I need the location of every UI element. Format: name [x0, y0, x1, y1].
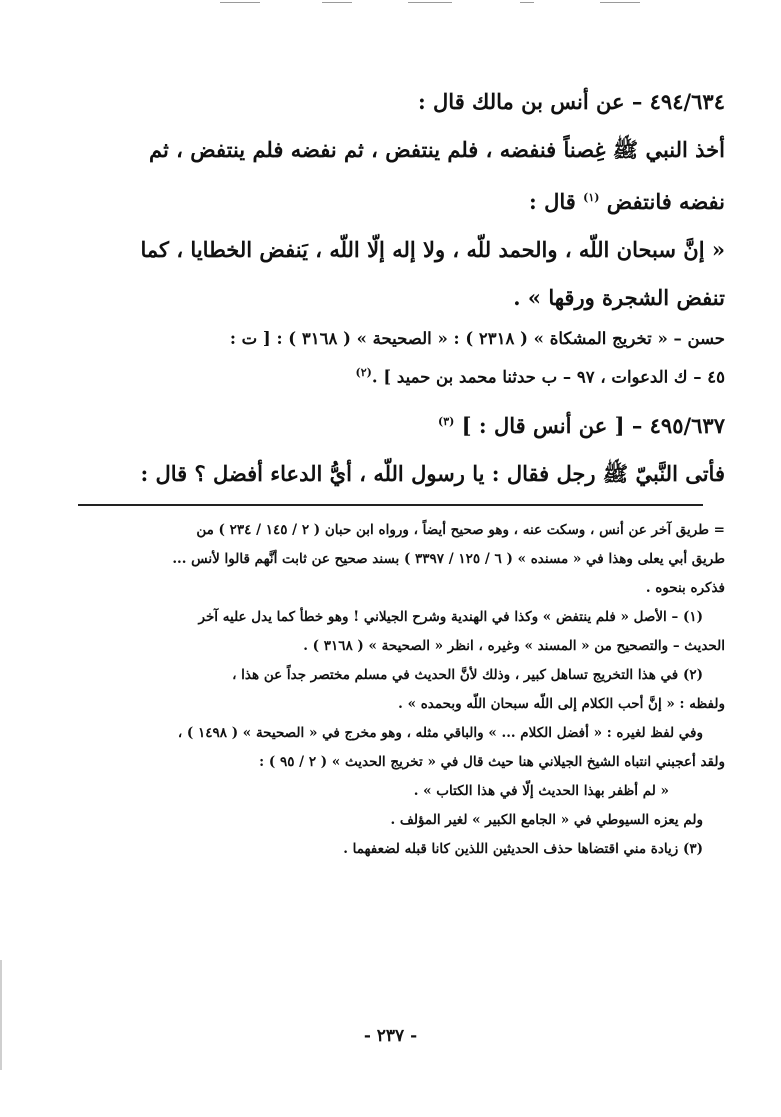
footnote-2-line-4: ولقد أعجبني انتباه الشيخ الجيلاني هنا حيث قال في « تخريج الحديث » ( ٢ / ٩٥ ) : — [259, 754, 725, 770]
footnote-2-line-2: ولفظه : « إنَّ أحب الكلام إلى اللّه سبحان اللّه وبحمده » . — [398, 696, 725, 712]
footnote-continuation-line-1: = طريق آخر عن أنس ، وسكت عنه ، وهو صحيح أيضاً ، ورواه ابن حبان ( ٢ / ١٤٥ / ٢٣٤ ) من — [196, 522, 725, 538]
hadith-494-text-line-4: تنفض الشجرة ورقها » . — [513, 285, 725, 310]
footnote-1-line-2: الحديث – والتصحيح من « المسند » وغيره ، انظر « الصحيحة » ( ٣١٦٨ ) . — [303, 638, 725, 654]
footnote-ref-1: (١) — [583, 191, 600, 204]
page-number: - ٢٣٧ - — [363, 1026, 418, 1046]
footnote-2-line-1: (٢) في هذا التخريج تساهل كبير ، وذلك لأنَّ الحديث في مسلم مختصر جداً عن هذا ، — [232, 667, 703, 683]
footnote-ref-3: (٣) — [438, 415, 455, 428]
hadith-494-text-line-1: أخذ النبي ﷺ غِصناً فنفضه ، فلم ينتفض ، ثم نفضه فلم ينتفض ، ثم — [149, 137, 725, 162]
footnote-2-line-6: ولم يعزه السيوطي في « الجامع الكبير » لغير المؤلف . — [390, 812, 703, 828]
footnote-continuation-line-2: طريق أبي يعلى وهذا في « مسنده » ( ٦ / ١٢٥ / ٣٣٩٧ ) بسند صحيح عن ثابت أنَّهم قالوا لأنس ... — [172, 551, 725, 567]
hadith-495-heading: ٤٩٥/٦٣٧ – [ عن أنس قال : ] $^{(٣)}$ — [438, 413, 725, 438]
hadith-494-grade-line-1: حسن – « تخريج المشكاة » ( ٢٣١٨ ) : « الصحيحة » ( ٣١٦٨ ) : [ ت : — [229, 329, 725, 348]
footnote-2-line-3: وفي لفظ لغيره : « أفضل الكلام ... » والباقي مثله ، وهو مخرج في « الصحيحة » ( ١٤٩٨ ) ، — [177, 725, 703, 741]
footnote-continuation-line-3: فذكره بنحوه . — [645, 580, 725, 596]
footnote-ref-2: (٢) — [355, 366, 372, 379]
hadith-495-text-line-1: فأتى النَّبيّ ﷺ رجل فقال : يا رسول اللّه ، أيُّ الدعاء أفضل ؟ قال : — [140, 461, 725, 486]
hadith-494-text-line-3: « إنَّ سبحان اللّه ، والحمد للّه ، ولا إله إلّا اللّه ، يَنفض الخطايا ، كما — [140, 237, 725, 262]
footnote-divider — [78, 504, 703, 506]
hadith-494-text-line-2: نفضه فانتفض $^{(١)}$ قال : — [529, 189, 725, 214]
footnote-1-line-1: (١) – الأصل « فلم ينتفض » وكذا في الهندية وشرح الجيلاني ! وهو خطأ كما يدل عليه آخر — [198, 609, 703, 625]
hadith-494 — [85, 78, 725, 395]
hadith-494-grade-line-2: ٤٥ – ك الدعوات ، ٩٧ – ب حدثنا محمد بن حميد ] .$^{(٢)}$ — [355, 366, 725, 387]
footnotes — [85, 516, 725, 864]
footnote-2-line-5: « لم أظفر بهذا الحديث إلّا في هذا الكتاب » . — [413, 783, 669, 799]
hadith-495 — [85, 398, 725, 498]
hadith-494-heading: ٤٩٤/٦٣٤ – عن أنس بن مالك قال : — [417, 89, 725, 114]
scan-top-marks — [0, 0, 781, 8]
scan-edge-mark — [0, 960, 2, 1070]
footnote-3-line-1: (٣) زيادة مني اقتضاها حذف الحديثين اللذين كانا قبله لضعفهما . — [343, 841, 703, 857]
